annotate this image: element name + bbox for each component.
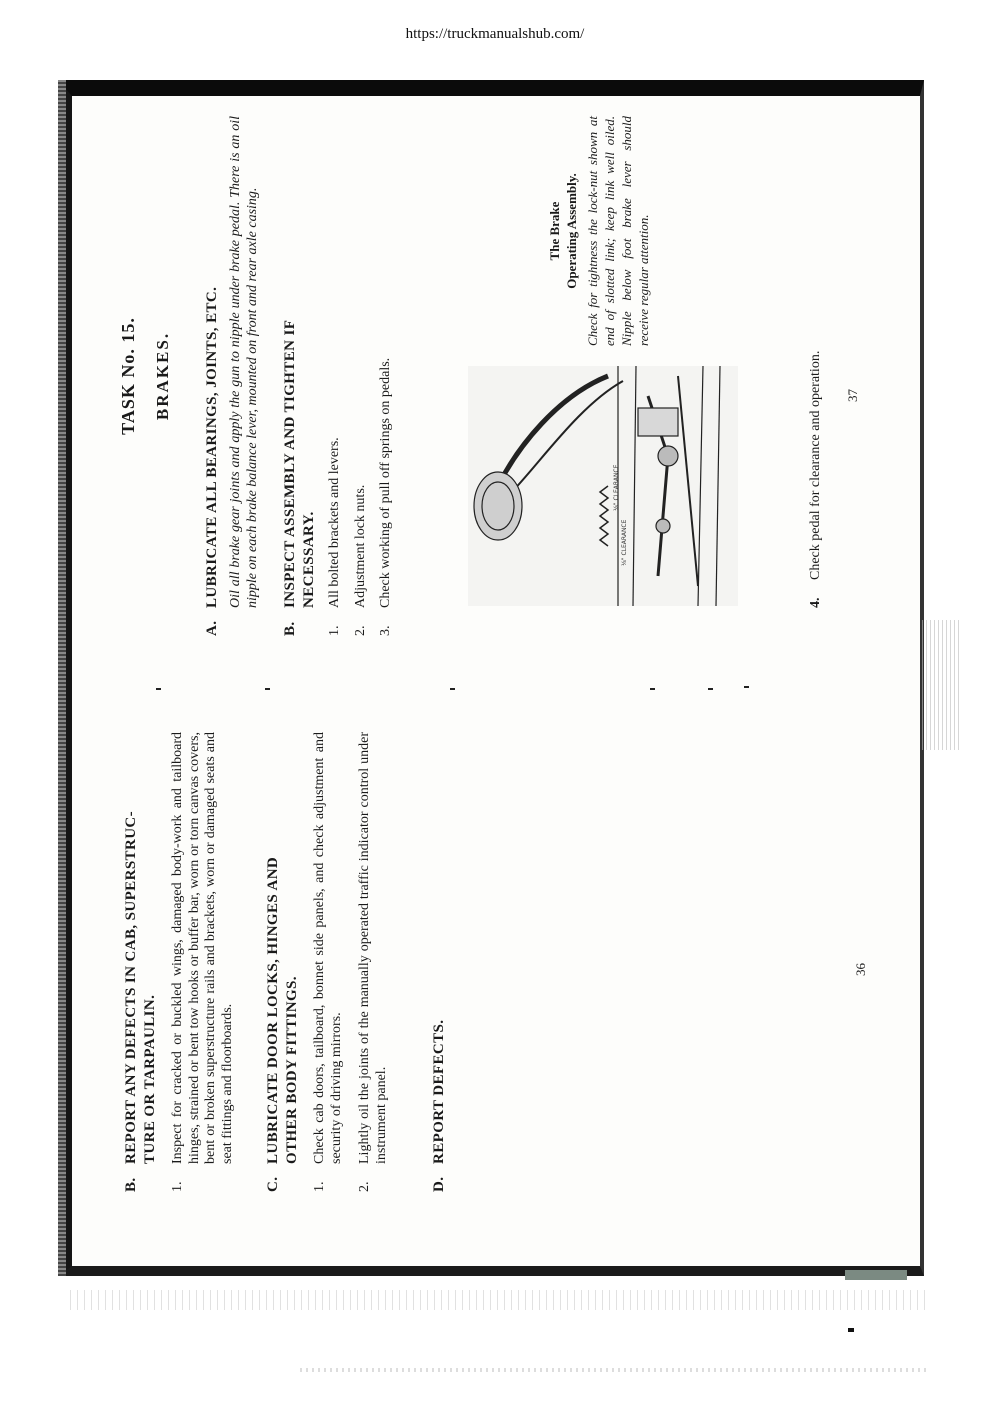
brake-assembly-illustration bbox=[468, 366, 738, 606]
item-number: 2. bbox=[352, 625, 368, 636]
page-36 bbox=[122, 732, 449, 1192]
section-label: B. bbox=[123, 1177, 139, 1192]
item-number: 1. bbox=[312, 1181, 327, 1192]
item-number: 4. bbox=[808, 597, 823, 608]
item-text: Check working of pull off springs on pedals. bbox=[378, 357, 393, 608]
pivot-nut bbox=[658, 446, 678, 466]
rotated-spread bbox=[58, 80, 924, 1276]
section-heading-cont: NECESSARY. bbox=[301, 511, 317, 608]
caption-text: Check for tightness the lock-nut shown at end of slotted link; keep link well oiled. Nipple below foot brake lever should receive regular attention. bbox=[585, 116, 651, 346]
section-text: Oil all brake gear joints and apply the gun to nipple under brake pedal. There is an oil nipple on each brake balance lever, mounted on front and rear axle casing. bbox=[228, 116, 260, 608]
item-number: 3. bbox=[378, 625, 393, 636]
page-37 bbox=[118, 116, 395, 636]
section-label: A. bbox=[204, 620, 220, 636]
caption-title: The Brake bbox=[547, 201, 562, 261]
section-label: D. bbox=[431, 1176, 447, 1192]
list-item bbox=[353, 116, 370, 636]
scan-noise-right bbox=[922, 620, 962, 750]
section-heading-cont: OTHER BODY FITTINGS. bbox=[284, 976, 300, 1164]
scan-noise-bottom-2 bbox=[300, 1368, 930, 1372]
adjust-nut bbox=[656, 519, 670, 533]
task-subtitle: BRAKES. bbox=[153, 331, 172, 421]
item-number: 1. bbox=[170, 1181, 185, 1192]
page-number: 36 bbox=[853, 963, 868, 976]
item-text: Lightly oil the joints of the manually operated traffic indicator control under instrument panel. bbox=[357, 732, 389, 1164]
bracket bbox=[638, 408, 678, 436]
scan-noise-bottom bbox=[70, 1290, 930, 1310]
section-d-report bbox=[430, 732, 449, 1192]
section-heading: LUBRICATE ALL BEARINGS, JOINTS, ETC. bbox=[204, 286, 220, 608]
section-b-cab bbox=[122, 732, 236, 1192]
page-number: 37 bbox=[845, 389, 860, 402]
source-url: https://truckmanualshub.com/ bbox=[405, 26, 585, 42]
section-heading: LUBRICATE DOOR LOCKS, HINGES AND bbox=[265, 856, 281, 1164]
section-heading: REPORT ANY DEFECTS IN CAB, SUPERSTRUC- bbox=[123, 810, 139, 1164]
item-text: Adjustment lock nuts. bbox=[352, 484, 368, 608]
list-item bbox=[808, 108, 825, 608]
section-heading-cont: TURE OR TARPAULIN. bbox=[142, 994, 158, 1164]
section-c-lubricate bbox=[264, 732, 390, 1192]
scan-dot bbox=[848, 1328, 854, 1332]
list-item bbox=[378, 116, 395, 636]
section-b-inspect bbox=[281, 116, 395, 636]
figure-caption bbox=[546, 116, 652, 346]
item-number: 2. bbox=[357, 1181, 372, 1192]
caption-title-2: Operating Assembly. bbox=[564, 173, 579, 289]
list-item bbox=[312, 732, 345, 1192]
section-heading: INSPECT ASSEMBLY AND TIGHTEN IF bbox=[282, 319, 298, 608]
clearance-callout: ⅛" CLEARANCE bbox=[613, 464, 620, 511]
list-item bbox=[357, 732, 390, 1192]
section-a-lubricate bbox=[203, 116, 261, 636]
item-text: Inspect for cracked or buckled wings, damaged body-work and tailboard hinges, strained or bent tow hooks or buffer bar, worn or torn canvas covers, bent or broken superstructure rails and brackets, worn or damaged seats and seat fittings and floorboards. bbox=[170, 732, 235, 1164]
section-label: B. bbox=[282, 621, 298, 636]
section-heading: REPORT DEFECTS. bbox=[431, 1019, 447, 1164]
clearance-callout: ⅛" CLEARANCE bbox=[621, 519, 628, 566]
item-number: 1. bbox=[327, 625, 342, 636]
list-item bbox=[327, 116, 344, 636]
item-text: Check cab doors, tailboard, bonnet side panels, and check adjustment and security of driving mirrors. bbox=[312, 732, 344, 1164]
task-title: TASK No. 15. bbox=[118, 317, 138, 435]
item-text: All bolted brackets and levers. bbox=[327, 437, 342, 608]
item-text: Check pedal for clearance and operation. bbox=[808, 350, 823, 580]
section-label: C. bbox=[265, 1176, 281, 1192]
list-item bbox=[170, 732, 236, 1192]
